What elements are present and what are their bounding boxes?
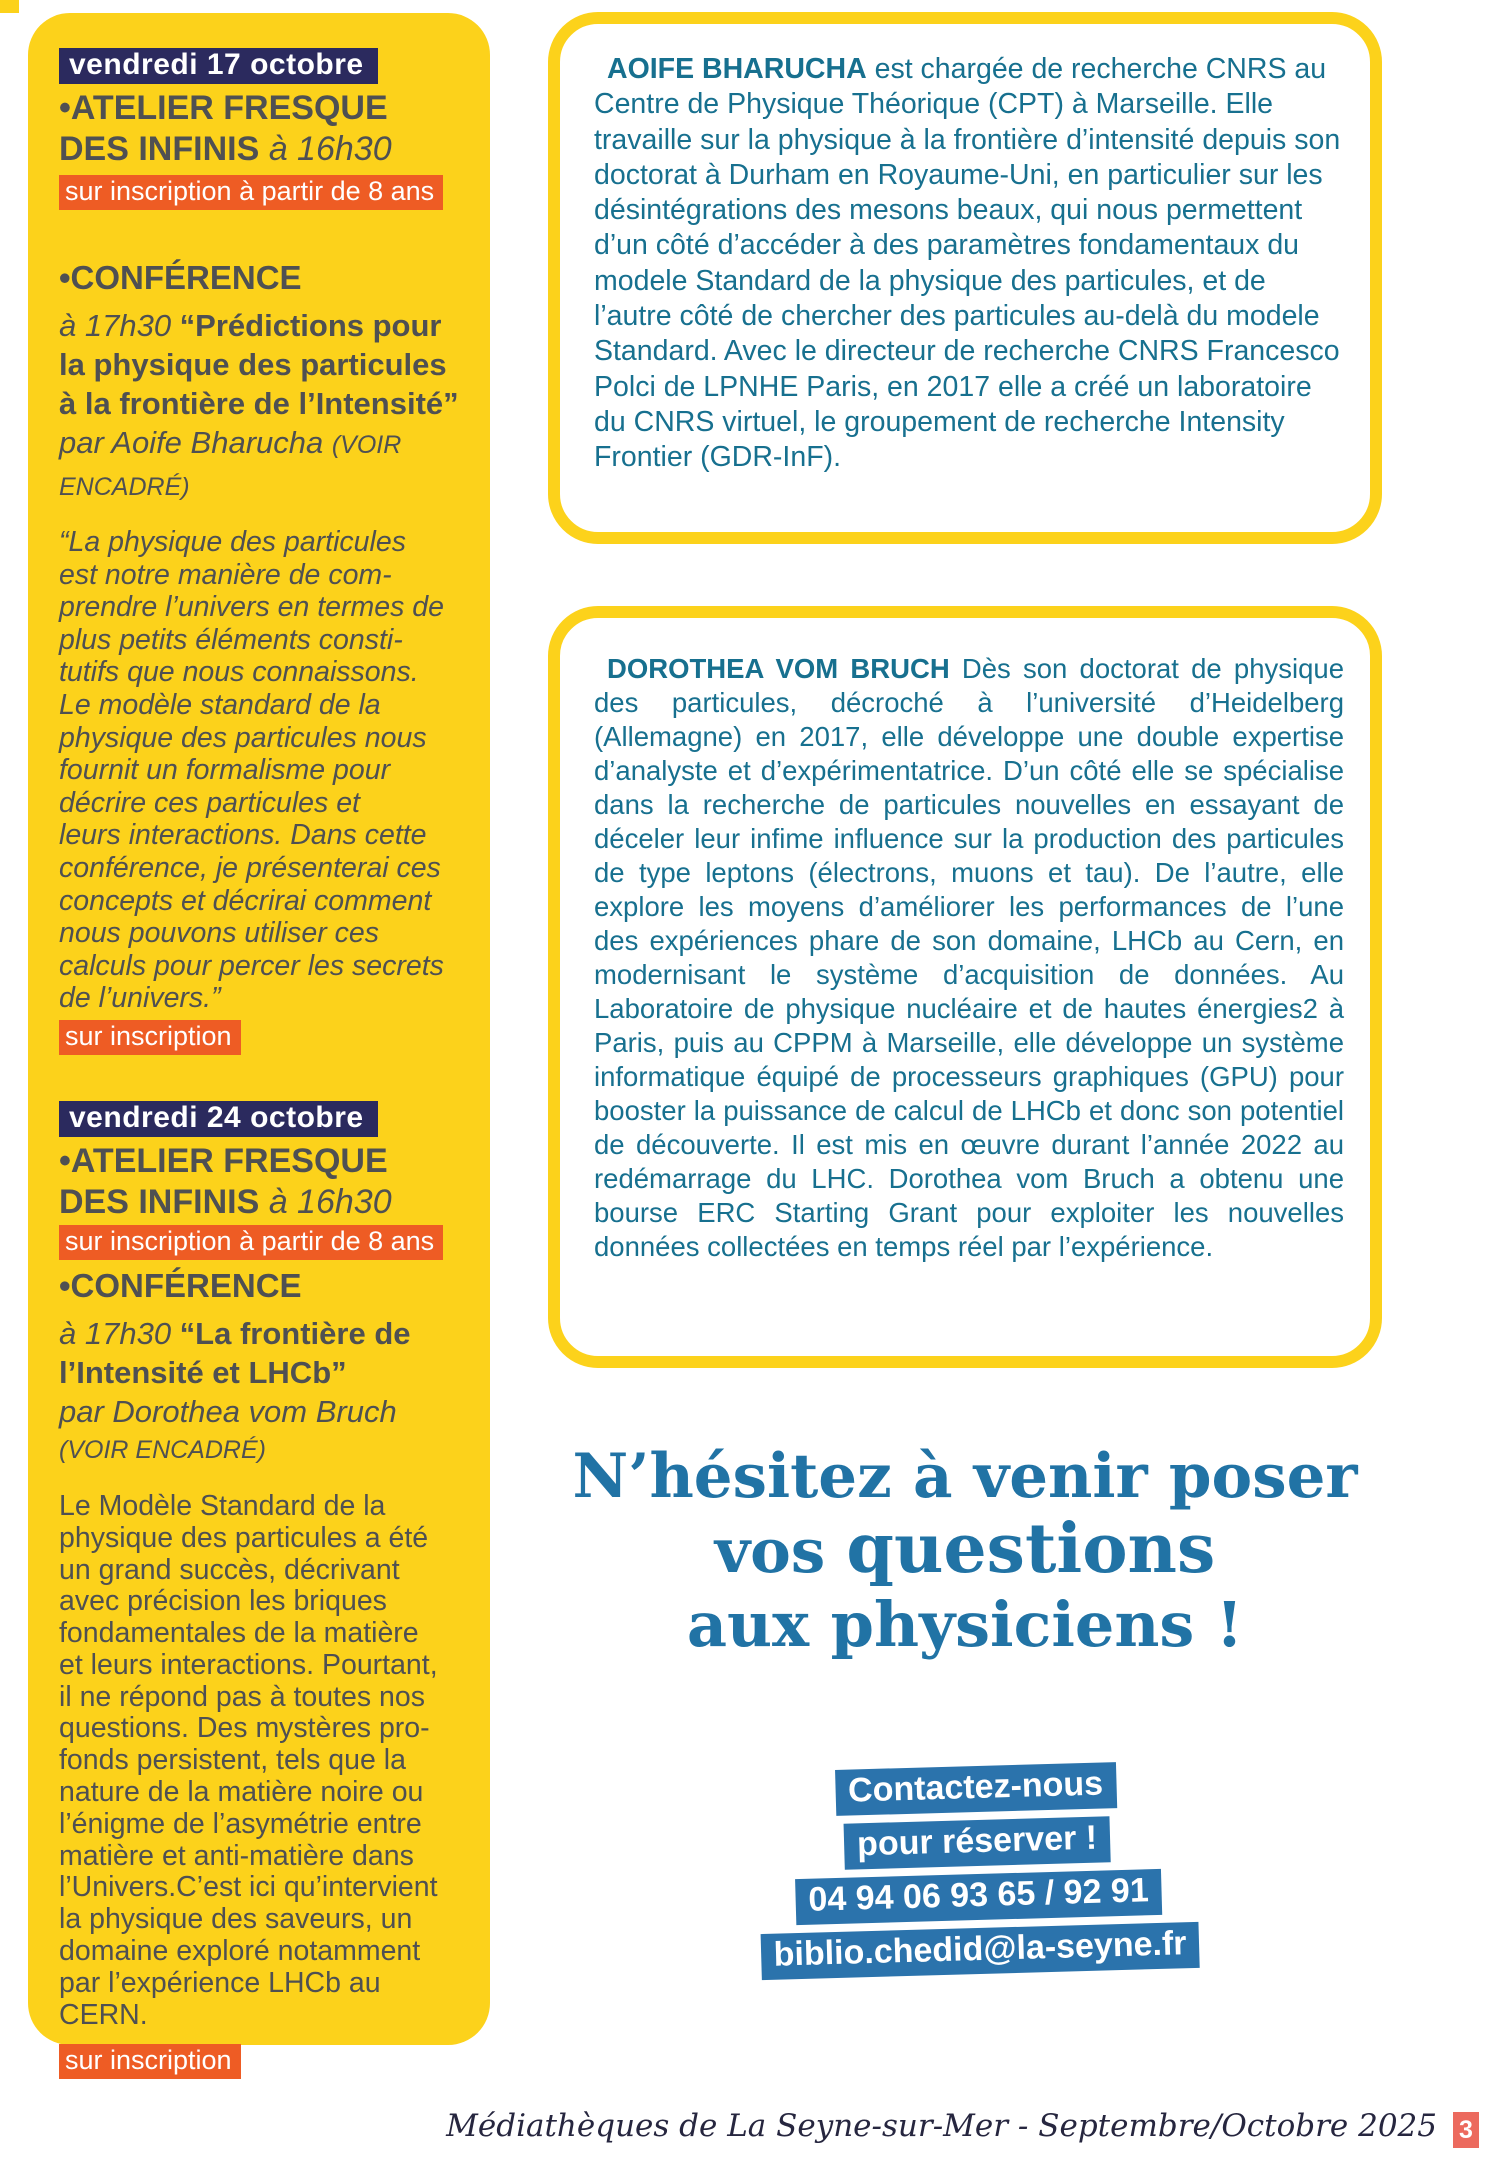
event-section-17-october [59, 48, 462, 1055]
corner-decoration [0, 0, 19, 13]
bio-text [594, 52, 1344, 476]
cta-line-3: aux physiciens ! [686, 1588, 1244, 1661]
workshop-title-text: •ATELIER FRESQUE DES INFINIS [59, 89, 388, 168]
cta-line-2-emphasis: questions [846, 1509, 1216, 1589]
cta-line-2 [548, 1509, 1382, 1589]
contact-block [545, 1754, 1411, 1994]
events-panel [28, 13, 490, 2076]
bio-box-dorothea-vom-bruch [548, 606, 1382, 1368]
conference-label: •CONFÉRENCE [59, 1266, 302, 1304]
cta-line-2-prefix: vos [714, 1516, 847, 1587]
conference-description: “La physique des particules est notre manière de com- prendre l’univers en termes de plus petits éléments consti- tutifs que nous connaissons. Le modèle standard de la physique des particules nous fournit un formalisme pour décrire ces particules et leurs interactions. Dans cette conférence, je présenterai ces concepts et décrirai comment nous pouvons utiliser ces calculs pour percer les secrets de l’univers.” [59, 526, 444, 1015]
conference-speaker: par Aoife Bharucha [59, 425, 332, 460]
cta-line-1: N’hésitez à venir poser [572, 1441, 1358, 1512]
registration-badge: sur inscription à partir de 8 ans [59, 1225, 443, 1260]
conference-reference-note: (VOIR ENCADRÉ) [59, 1435, 266, 1464]
bio-name: AOIFE BHARUCHA [607, 53, 867, 85]
conference-title-text: “La frontière de l’Intensité et LHCb” [59, 1315, 411, 1390]
bio-body: est chargée de recherche CNRS au Centre de Physique Théorique (CPT) à Marseille. Elle travaille sur la physique à la frontière d’intensité depuis son doctorat à Durham en Royaume-Uni, en particulier sur les désintégrations des mesons beaux, qui nous permettent d’un côté d’accéder à des paramètres fondamentaux du modele Standard de la physique des particules, et de l’autre côté de chercher des particules au-delà du modele Standard. Avec le directeur de recherche CNRS Francesco Polci de LPNHE Paris, en 2017 elle a créé un laboratoire du CNRS virtuel, le groupement de recherche Intensity Frontier (GDR-InF). [594, 53, 1341, 474]
bio-box-aoife-bharucha [548, 12, 1382, 544]
registration-badge: sur inscription [59, 2044, 241, 2079]
footer-credit: Médiathèques de La Seyne-sur-Mer - Septembre/Octobre 2025 [446, 2108, 1437, 2144]
conference-reference-note: (VOIR ENCADRÉ) [59, 431, 402, 501]
contact-email: biblio.chedid@la-seyne.fr [760, 1922, 1200, 1980]
conference-title-text: “Prédictions pour la physique des particules à la frontière de l’Intensité” [59, 308, 459, 421]
bio-body: Dès son doctorat de physique des particules, décroché à l’université d’Heidelberg (Allemagne) en 2017, elle développe une double expertise d’analyste et d’expérimentatrice. D’un côté elle se spécialise dans la recherche de particules nouvelles en essayant de déceler leur infime influence sur la production des particules de type leptons (électrons, muons et tau). De l’autre, elle explore les moyens d’améliorer les performances de l’une des expériences phare de son domaine, LHCb au Cern, en modernisant le système d’acquisition de données. Au Laboratoire de physique nucléaire et de hautes énergies2 à Paris, puis au CPPM à Marseille, elle développe un système informatique équipé de processeurs graphiques (GPU) pour booster la puissance de calcul de LHCb et donc son potentiel de découverte. Il est mis en œuvre durant l’année 2022 au redémarrage du LHC. Dorothea vom Bruch a obtenu une bourse ERC Starting Grant pour exploiter les nouvelles données collectées en temps réel par l’expérience. [594, 653, 1345, 1262]
contact-title: Contactez-nous [835, 1762, 1117, 1816]
workshop-title [59, 88, 461, 170]
contact-subtitle: pour réserver ! [844, 1816, 1111, 1869]
workshop-title [59, 1141, 461, 1223]
date-header: vendredi 17 octobre [59, 48, 378, 84]
workshop-title-text: •ATELIER FRESQUE DES INFINIS [59, 1141, 388, 1221]
event-section-24-october [59, 1101, 462, 2080]
workshop-time: à 16h30 [259, 130, 392, 168]
conference-time: à 17h30 [59, 308, 180, 343]
contact-phone: 04 94 06 93 65 / 92 91 [795, 1869, 1162, 1925]
conference-title [59, 306, 461, 507]
registration-badge: sur inscription [59, 1020, 241, 1055]
conference-label: •CONFÉRENCE [59, 259, 302, 296]
conference-description: Le Modèle Standard de la physique des particules a été un grand succès, décrivant avec précision les briques fondamentales de la matière et leurs interactions. Pourtant, il ne répond pas à toutes nos questions. Des mystères pro- fonds persistent, tels que la nature de la matière noire ou l’énigme de l’asymétrie entre matière et anti-matière dans l’Univers.C’est ici qu’intervient la physique des saveurs, un domaine exploré notamment par l’expérience LHCb au CERN. [59, 1489, 438, 2031]
conference-title [59, 1314, 461, 1470]
page-number-tab: 3 [1453, 2112, 1479, 2148]
cta-heading [548, 1442, 1382, 1661]
conference-speaker: par Dorothea vom Bruch [59, 1393, 397, 1429]
workshop-time: à 16h30 [259, 1182, 392, 1221]
bio-text [594, 652, 1344, 1264]
date-header: vendredi 24 octobre [59, 1101, 378, 1137]
conference-time: à 17h30 [59, 1315, 180, 1351]
bio-name: DOROTHEA VOM BRUCH [607, 653, 950, 684]
registration-badge: sur inscription à partir de 8 ans [59, 175, 443, 210]
